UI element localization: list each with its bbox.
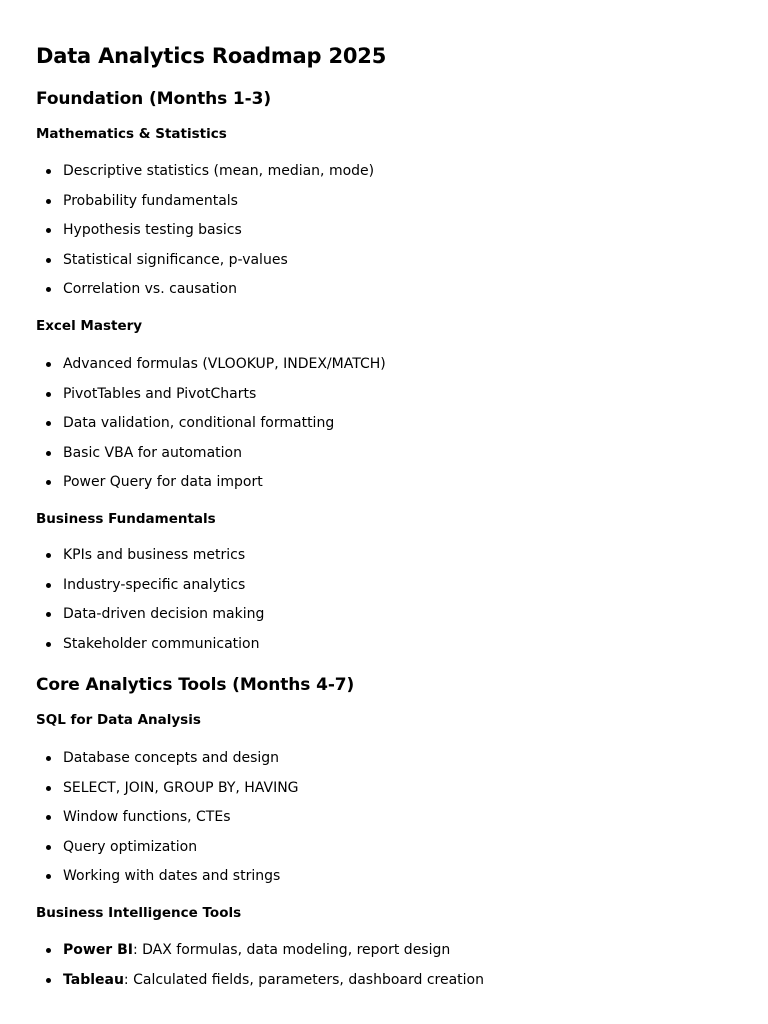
list-item: Industry-specific analytics [36,575,726,605]
list-item: Database concepts and design [36,748,726,778]
subheading-sql: SQL for Data Analysis [36,712,201,728]
list-sql [36,748,726,896]
subheading-bi-tools: Business Intelligence Tools [36,905,242,921]
subheading-math-stats: Mathematics & Statistics [36,126,227,142]
list-item: PivotTables and PivotCharts [36,384,726,414]
subheading-business-fundamentals: Business Fundamentals [36,511,216,527]
page-title: Data Analytics Roadmap 2025 [36,44,387,68]
section-heading-foundation: Foundation (Months 1-3) [36,89,272,109]
list-math-stats [36,161,726,309]
list-item: Statistical significance, p-values [36,250,726,280]
section-heading-core-tools: Core Analytics Tools (Months 4-7) [36,675,355,695]
list-item: Data-driven decision making [36,604,726,634]
list-item [36,940,726,970]
term-description: : Calculated fields, parameters, dashboard creation [123,971,484,988]
list-item: Correlation vs. causation [36,279,726,309]
list-item: Hypothesis testing basics [36,220,726,250]
list-item: Stakeholder communication [36,634,726,664]
list-item [36,970,726,1000]
list-item: Data validation, conditional formatting [36,413,726,443]
list-excel-mastery [36,354,726,502]
list-item: Basic VBA for automation [36,443,726,473]
list-item: Advanced formulas (VLOOKUP, INDEX/MATCH) [36,354,726,384]
list-bi-tools [36,940,726,999]
list-item: Probability fundamentals [36,191,726,221]
term-tableau: Tableau [63,971,124,988]
list-item: Window functions, CTEs [36,807,726,837]
list-item: Working with dates and strings [36,866,726,896]
term-description: : DAX formulas, data modeling, report design [132,942,451,958]
list-item: SELECT, JOIN, GROUP BY, HAVING [36,778,726,808]
list-item: Descriptive statistics (mean, median, mode) [36,161,726,191]
list-item: Query optimization [36,837,726,867]
list-item: KPIs and business metrics [36,545,726,575]
term-power-bi: Power BI [63,942,133,958]
list-business-fundamentals [36,545,726,663]
subheading-excel-mastery: Excel Mastery [36,318,143,334]
list-item: Power Query for data import [36,472,726,502]
